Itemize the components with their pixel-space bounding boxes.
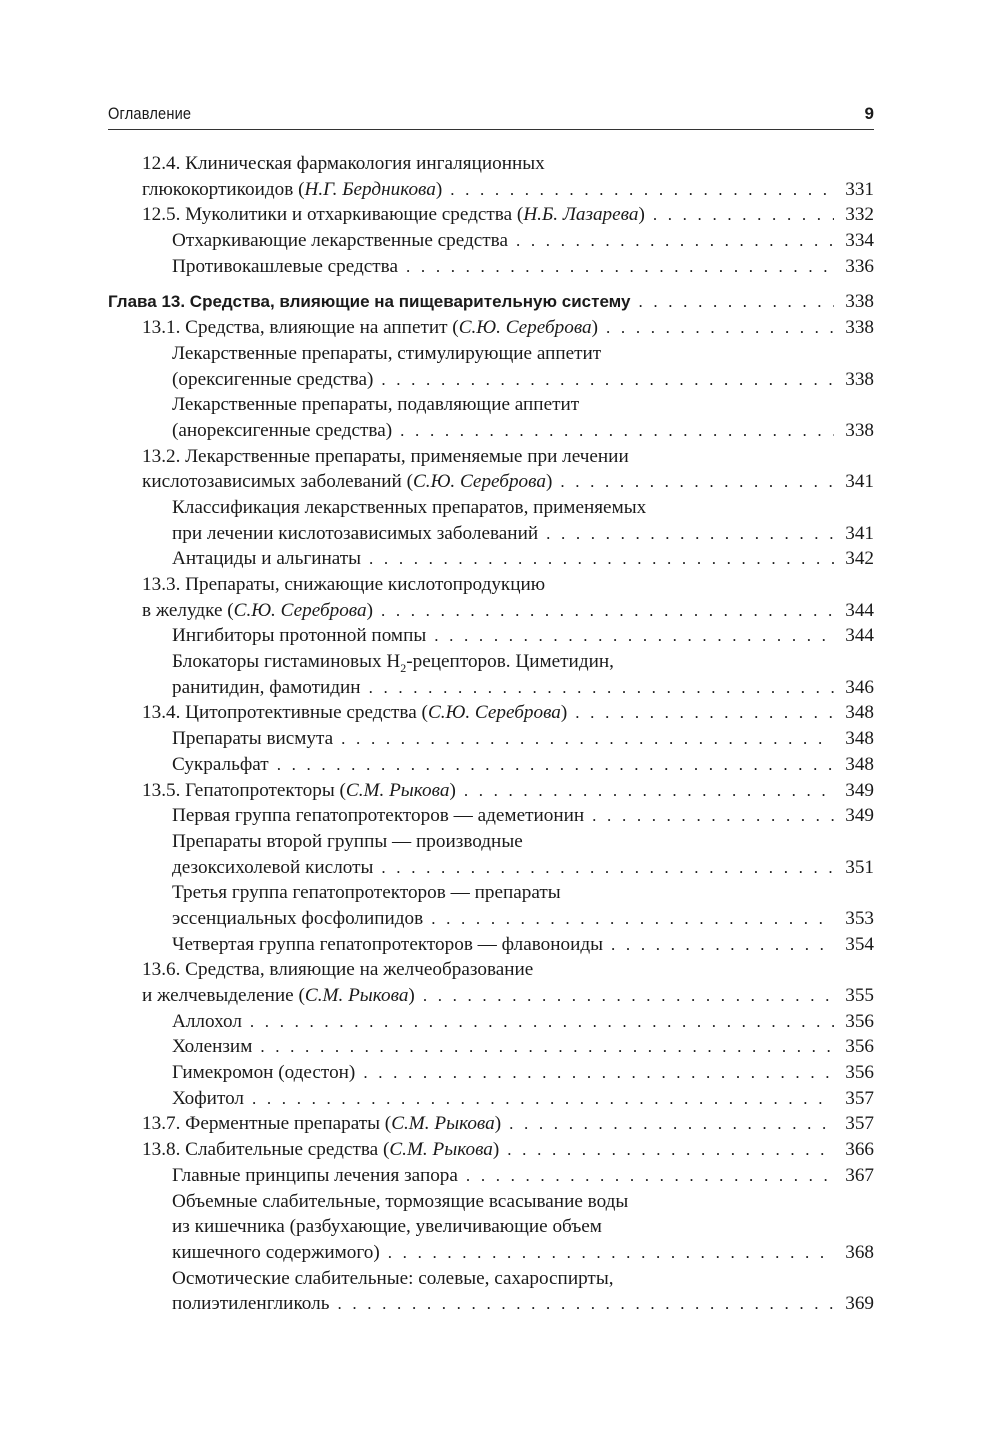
toc-entry-text: [172, 855, 373, 881]
toc-entry-text: [172, 546, 361, 572]
toc-text-part: Третья группа гепатопротекторов — препараты: [172, 882, 561, 904]
toc-entry-line: [108, 829, 874, 855]
toc-page-number: 344: [845, 625, 874, 647]
toc-page-number: 338: [845, 317, 874, 339]
toc-entry-text: [142, 202, 645, 228]
toc-entry-text: [172, 228, 508, 254]
toc-page-number: 355: [845, 985, 874, 1006]
toc-page-number: 348: [845, 753, 874, 775]
toc-page-number: 334: [845, 230, 874, 252]
toc-text-part: эссенциальных фосфолипидов: [172, 907, 424, 929]
toc-leader-dots: [464, 778, 834, 804]
toc-entry-line: [108, 983, 874, 1009]
toc-text-part: Гимекромон (одестон): [172, 1062, 356, 1084]
toc-page-number: 356: [845, 1036, 874, 1058]
toc-text-part: ): [366, 599, 373, 621]
toc-author: С.М. Рыкова: [391, 1113, 495, 1135]
toc-text-part: Классификация лекарственных препаратов, применяемых: [172, 496, 647, 518]
toc-leader-dots: [434, 623, 834, 649]
toc-text-part: ): [494, 1113, 502, 1135]
toc-page-number: 338: [845, 291, 874, 313]
toc-entry-line: [108, 803, 874, 829]
toc-entry-text: [172, 726, 333, 752]
toc-entry-line: [108, 202, 874, 228]
toc-entry-text: [172, 906, 423, 932]
toc-page-number: 353: [845, 907, 874, 929]
toc-entry-line: [108, 546, 874, 572]
toc-entry-text: [172, 1034, 252, 1060]
toc-page-number: 354: [845, 933, 874, 955]
toc-text-part: ): [449, 779, 456, 801]
toc-text-part: полиэтиленгликоль: [172, 1293, 330, 1315]
toc-text-part: ): [492, 1139, 500, 1161]
toc-leader-dots: [560, 469, 834, 495]
toc-leader-dots: [363, 1060, 834, 1086]
toc-text-part: Четвертая группа гепатопротекторов — флавоноиды: [172, 933, 604, 955]
toc-entry-text: [172, 1291, 329, 1317]
toc-text-part: -рецепторов. Циметидин,: [406, 651, 614, 673]
toc-text-part: ): [545, 471, 553, 493]
toc-entry-text: [142, 469, 552, 495]
toc-text-part: Аллохол: [172, 1010, 242, 1032]
toc-text-part: Препараты висмута: [172, 728, 334, 750]
toc-entry-text: [142, 177, 442, 203]
toc-entry-line: [108, 957, 874, 983]
toc-entry-text: [172, 1189, 628, 1215]
toc-author: С.Ю. Сереброва: [427, 702, 561, 724]
toc-text-part: глюкокортикоидов (: [142, 178, 305, 200]
toc-text-part: 12.5. Муколитики и отхаркивающие средства (: [142, 204, 524, 226]
toc-entry-line: [108, 1291, 874, 1317]
toc-text-part: Лекарственные препараты, стимулирующие аппетит: [172, 342, 602, 364]
toc-text-part: кислотозависимых заболеваний (: [142, 471, 413, 493]
toc-leader-dots: [277, 752, 834, 778]
toc-entry-line: [108, 649, 874, 675]
toc-author: С.М. Рыкова: [345, 779, 450, 801]
toc-leader-dots: [388, 1240, 834, 1266]
toc-leader-dots: [252, 1086, 834, 1112]
toc-page-number: 342: [845, 548, 874, 570]
toc-page-number: 368: [845, 1241, 874, 1263]
toc-page-number: 357: [845, 1087, 874, 1109]
toc-text-part: Первая группа гепатопротекторов — адеметионин: [172, 805, 585, 827]
toc-page-number: 348: [845, 728, 874, 750]
toc-leader-dots: [381, 855, 834, 881]
toc-entry-text: [142, 983, 415, 1009]
toc-entry-text: [172, 1163, 458, 1189]
toc-entry-text: [172, 880, 561, 906]
toc-author: С.Ю. Сереброва: [233, 599, 367, 621]
toc-text-part: ): [408, 985, 415, 1006]
toc-leader-dots: [381, 367, 834, 393]
toc-entry-line: [108, 469, 874, 495]
toc-leader-dots: [423, 983, 834, 1009]
toc-page-number: 332: [845, 204, 874, 226]
toc-page-number: 369: [845, 1293, 874, 1315]
toc-entry-text: [142, 151, 545, 177]
toc-entry-text: [142, 572, 545, 598]
toc-leader-dots: [381, 598, 834, 624]
toc-entry-text: [142, 315, 598, 341]
toc-page-number: 351: [845, 856, 874, 878]
header-title: Оглавление: [108, 104, 192, 123]
toc-text-part: Главные принципы лечения запора: [172, 1164, 458, 1186]
toc-entry-line: [108, 177, 874, 203]
toc-entry-text: [172, 803, 584, 829]
toc-text-part: Осмотические слабительные: солевые, сахароспирты,: [172, 1267, 614, 1289]
toc-author: Н.Г. Бердникова: [304, 178, 436, 200]
toc-text-part: Ингибиторы протонной помпы: [172, 625, 427, 647]
toc-page-number: 338: [845, 419, 874, 441]
toc-entry-line: [108, 1034, 874, 1060]
toc-text-part: 13.8. Слабительные средства (: [142, 1139, 390, 1161]
toc-entry-text: [172, 521, 538, 547]
toc-entry-text: [142, 957, 533, 983]
toc-entry-text: [172, 392, 579, 418]
toc-author: С.Ю. Сереброва: [458, 317, 592, 339]
toc-text-part: (анорексигенные средства): [172, 419, 393, 441]
toc-page-number: 356: [845, 1010, 874, 1032]
toc-entry-text: [172, 418, 392, 444]
toc-leader-dots: [450, 177, 834, 203]
toc-entry-line: [108, 341, 874, 367]
toc-entry-text: [142, 1111, 501, 1137]
toc-leader-dots: [369, 546, 834, 572]
toc-page-number: 331: [845, 178, 874, 200]
toc-page-number: 357: [845, 1113, 874, 1135]
toc-entry-line: [108, 623, 874, 649]
toc-entry-line: [108, 521, 874, 547]
toc-text-part: Препараты второй группы — производные: [172, 830, 523, 852]
toc-leader-dots: [400, 418, 834, 444]
toc-entry-text: [172, 1060, 355, 1086]
toc-text-part: ): [638, 204, 645, 226]
toc-leader-dots: [638, 289, 834, 315]
toc-entry-text: [172, 254, 398, 280]
toc-entry-line: [108, 228, 874, 254]
toc-text-part: при лечении кислотозависимых заболеваний: [172, 522, 539, 544]
toc-leader-dots: [260, 1034, 834, 1060]
toc-leader-dots: [431, 906, 834, 932]
toc-entry-line: [108, 495, 874, 521]
toc-text-part: Блокаторы гистаминовых Н: [172, 651, 401, 673]
toc-leader-dots: [507, 1137, 834, 1163]
toc-text-part: 13.3. Препараты, снижающие кислотопродукцию: [142, 574, 546, 595]
toc-entry-text: [172, 495, 646, 521]
header-page-number: 9: [864, 104, 874, 123]
toc-text-part: из кишечника (разбухающие, увеличивающие объем: [172, 1216, 602, 1238]
toc-text-part: Хофитол: [172, 1087, 244, 1109]
toc-text-part: 13.1. Средства, влияющие на аппетит (: [142, 317, 459, 339]
toc-text-part: Лекарственные препараты, подавляющие аппетит: [172, 394, 580, 416]
toc-entry-line: [108, 1214, 874, 1240]
toc-leader-dots: [546, 521, 834, 547]
toc-text-part: ранитидин, фамотидин: [172, 676, 361, 698]
toc-text-part: Противокашлевые средства: [172, 255, 399, 277]
toc-entry-line: [108, 700, 874, 726]
toc-entry-line: [108, 1137, 874, 1163]
toc-entry-line: [108, 254, 874, 280]
toc-entry-text: [172, 752, 269, 778]
toc-leader-dots: [337, 1291, 834, 1317]
toc-author: С.Ю. Сереброва: [413, 471, 546, 493]
toc-entry-line: [108, 1009, 874, 1035]
toc-entry-text: [172, 675, 361, 701]
toc-entry-text: [172, 1266, 614, 1292]
toc-text-part: Глава 13. Средства, влияющие на пищеварительную систему: [108, 292, 631, 312]
toc-text-part: кишечного содержимого): [172, 1241, 380, 1263]
toc-entry-line: [108, 752, 874, 778]
toc-text-part: 13.4. Цитопротективные средства (: [142, 702, 428, 724]
toc-entry-text: [172, 1214, 602, 1240]
toc-entry-text: [172, 623, 426, 649]
toc-text-part: ): [591, 317, 599, 339]
toc-entry-text: [142, 778, 456, 804]
toc-page-number: 349: [845, 779, 874, 801]
toc-entry-text: [142, 1137, 499, 1163]
toc-entry-text: [172, 649, 614, 675]
toc-entry-text: [172, 829, 523, 855]
toc-entry-line: [108, 778, 874, 804]
toc-text-part: Отхаркивающие лекарственные средства: [172, 230, 508, 252]
toc-text-part: Антациды и альгинаты: [172, 548, 362, 570]
toc-text-part: дезоксихолевой кислоты: [172, 856, 374, 878]
toc-author: Н.Б. Лазарева: [523, 204, 639, 226]
toc-leader-dots: [406, 254, 834, 280]
running-header: [108, 104, 874, 128]
toc-page-number: 349: [845, 805, 874, 827]
toc-entry-line: [108, 392, 874, 418]
toc-entry-line: [108, 444, 874, 470]
toc-text-part: ): [435, 178, 443, 200]
toc-entry-line: [108, 1086, 874, 1112]
toc-entry-line: [108, 726, 874, 752]
toc-entry-line: [108, 151, 874, 177]
toc-page-number: 348: [845, 702, 874, 724]
toc-page-number: 338: [845, 368, 874, 390]
toc-text-part: 13.5. Гепатопротекторы (: [142, 779, 346, 801]
toc-entry-line: [108, 880, 874, 906]
toc-text-part: Объемные слабительные, тормозящие всасывание воды: [172, 1190, 629, 1212]
toc-page-number: 341: [845, 522, 874, 544]
toc-leader-dots: [369, 675, 834, 701]
toc-entry-line: [108, 906, 874, 932]
toc-entry-text: [172, 367, 373, 393]
toc-entry-line: [108, 572, 874, 598]
toc-entry-line: [108, 855, 874, 881]
toc-entry-line: [108, 1266, 874, 1292]
toc-entry-line: [108, 1060, 874, 1086]
toc-entry-text: [108, 289, 630, 315]
toc-leader-dots: [592, 803, 834, 829]
toc-entry-text: [172, 1086, 244, 1112]
toc-chapter-line: [108, 289, 874, 315]
toc-leader-dots: [611, 932, 834, 958]
toc-entry-line: [108, 932, 874, 958]
toc-entry-text: [172, 1240, 380, 1266]
toc-text-part: 12.4. Клиническая фармакология ингаляционных: [142, 153, 545, 174]
toc-text-part: (орексигенные средства): [172, 368, 374, 390]
toc-entry-line: [108, 598, 874, 624]
toc-page-number: 346: [845, 676, 874, 698]
toc-leader-dots: [516, 228, 834, 254]
toc-entry-line: [108, 675, 874, 701]
toc-entry-text: [172, 932, 603, 958]
chapter-gap: [108, 279, 874, 289]
toc-page-number: 341: [845, 471, 874, 493]
table-of-contents: [108, 151, 874, 1317]
toc-entry-line: [108, 1189, 874, 1215]
toc-page-number: 367: [845, 1164, 874, 1186]
toc-entry-line: [108, 418, 874, 444]
toc-entry-text: [142, 444, 629, 470]
toc-text-part: Сукральфат: [172, 753, 269, 775]
toc-text-part: в желудке (: [142, 599, 234, 621]
toc-text-part: и желчевыделение (: [142, 985, 305, 1006]
toc-text-part: 13.6. Средства, влияющие на желчеобразование: [142, 959, 534, 981]
toc-leader-dots: [466, 1163, 834, 1189]
toc-leader-dots: [509, 1111, 834, 1137]
toc-leader-dots: [341, 726, 834, 752]
toc-leader-dots: [606, 315, 834, 341]
toc-page-number: 336: [845, 255, 874, 277]
toc-page-number: 356: [845, 1062, 874, 1084]
toc-leader-dots: [250, 1009, 834, 1035]
toc-author: С.М. Рыкова: [389, 1139, 493, 1161]
toc-entry-line: [108, 367, 874, 393]
header-rule: [108, 129, 874, 130]
toc-leader-dots: [575, 700, 834, 726]
toc-text-part: ): [560, 702, 568, 724]
toc-entry-text: [142, 598, 373, 624]
toc-text-part: 13.7. Ферментные препараты (: [142, 1113, 392, 1135]
toc-entry-line: [108, 315, 874, 341]
toc-text-part: Холензим: [172, 1036, 253, 1058]
toc-entry-line: [108, 1240, 874, 1266]
toc-entry-text: [172, 341, 601, 367]
toc-entry-line: [108, 1111, 874, 1137]
toc-author: С.М. Рыкова: [304, 985, 409, 1006]
toc-page-number: 344: [845, 599, 874, 621]
toc-text-part: 2: [400, 660, 407, 675]
toc-page-number: 366: [845, 1139, 874, 1161]
toc-leader-dots: [653, 202, 834, 228]
toc-entry-text: [172, 1009, 242, 1035]
toc-entry-text: [142, 700, 567, 726]
toc-text-part: 13.2. Лекарственные препараты, применяемые при лечении: [142, 445, 629, 467]
toc-entry-line: [108, 1163, 874, 1189]
